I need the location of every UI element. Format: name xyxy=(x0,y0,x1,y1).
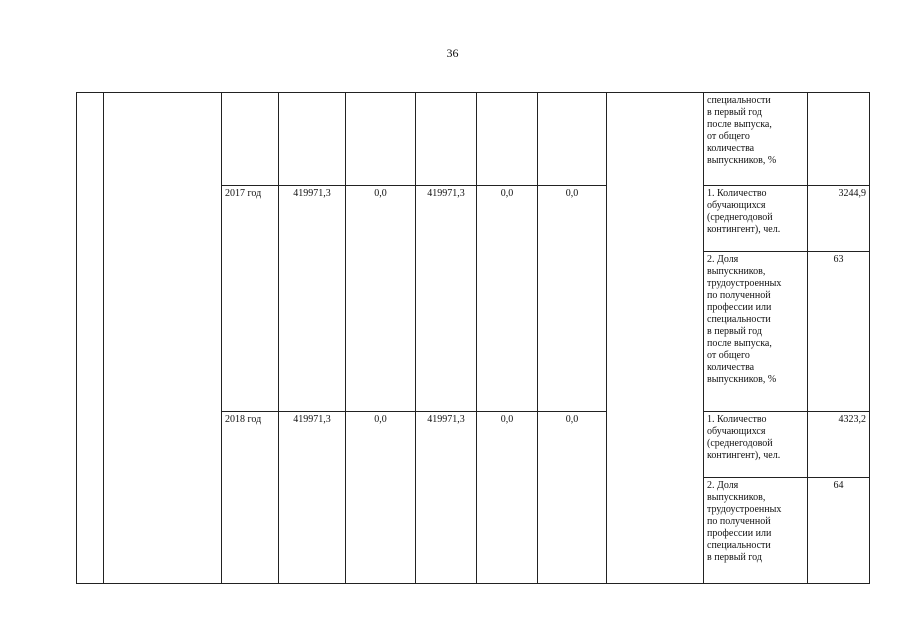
indicator-cell xyxy=(704,186,808,252)
value-cell: 64 xyxy=(808,478,870,584)
indicator-cell xyxy=(704,478,808,584)
cell-other xyxy=(538,93,607,186)
cell-regional xyxy=(416,93,477,186)
cell-total xyxy=(279,93,346,186)
cell-federal: 0,0 xyxy=(346,412,416,584)
indicator-cell xyxy=(704,93,808,186)
table-row xyxy=(77,93,870,186)
cell-local: 0,0 xyxy=(477,412,538,584)
value-cell: 3244,9 xyxy=(808,186,870,252)
cell-local: 0,0 xyxy=(477,186,538,412)
cell-year: 2018 год xyxy=(222,412,279,584)
indicator-text: 1. Количество обучающихся (среднегодовой контингент), чел. xyxy=(707,188,781,235)
page-number: 36 xyxy=(446,46,459,60)
indicator-text: 1. Количество обучающихся (среднегодовой контингент), чел. xyxy=(707,414,781,461)
cell-federal xyxy=(346,93,416,186)
cell-regional: 419971,3 xyxy=(416,186,477,412)
cell-other: 0,0 xyxy=(538,412,607,584)
cell-total: 419971,3 xyxy=(279,186,346,412)
cell-total: 419971,3 xyxy=(279,412,346,584)
cell-other: 0,0 xyxy=(538,186,607,412)
indicator-text: специальности в первый год после выпуска, от общего количества выпускников, % xyxy=(707,95,777,166)
indicator-cell xyxy=(704,252,808,412)
cell-year: 2017 год xyxy=(222,186,279,412)
value-cell: 63 xyxy=(808,252,870,412)
indicator-text: 2. Доля выпускников, трудоустроенных по полученной профессии или специальности в первый год xyxy=(707,480,782,563)
value-cell: 4323,2 xyxy=(808,412,870,478)
cell-local xyxy=(477,93,538,186)
cell-number-column xyxy=(77,93,104,584)
indicator-cell xyxy=(704,412,808,478)
cell-regional: 419971,3 xyxy=(416,412,477,584)
value-cell xyxy=(808,93,870,186)
cell-executor-column xyxy=(607,93,704,584)
document-table xyxy=(76,92,870,584)
indicator-text: 2. Доля выпускников, трудоустроенных по полученной профессии или специальности в первый год после выпуска, от общего количества выпускников, % xyxy=(707,254,782,385)
cell-year xyxy=(222,93,279,186)
cell-federal: 0,0 xyxy=(346,186,416,412)
cell-name-column xyxy=(104,93,222,584)
